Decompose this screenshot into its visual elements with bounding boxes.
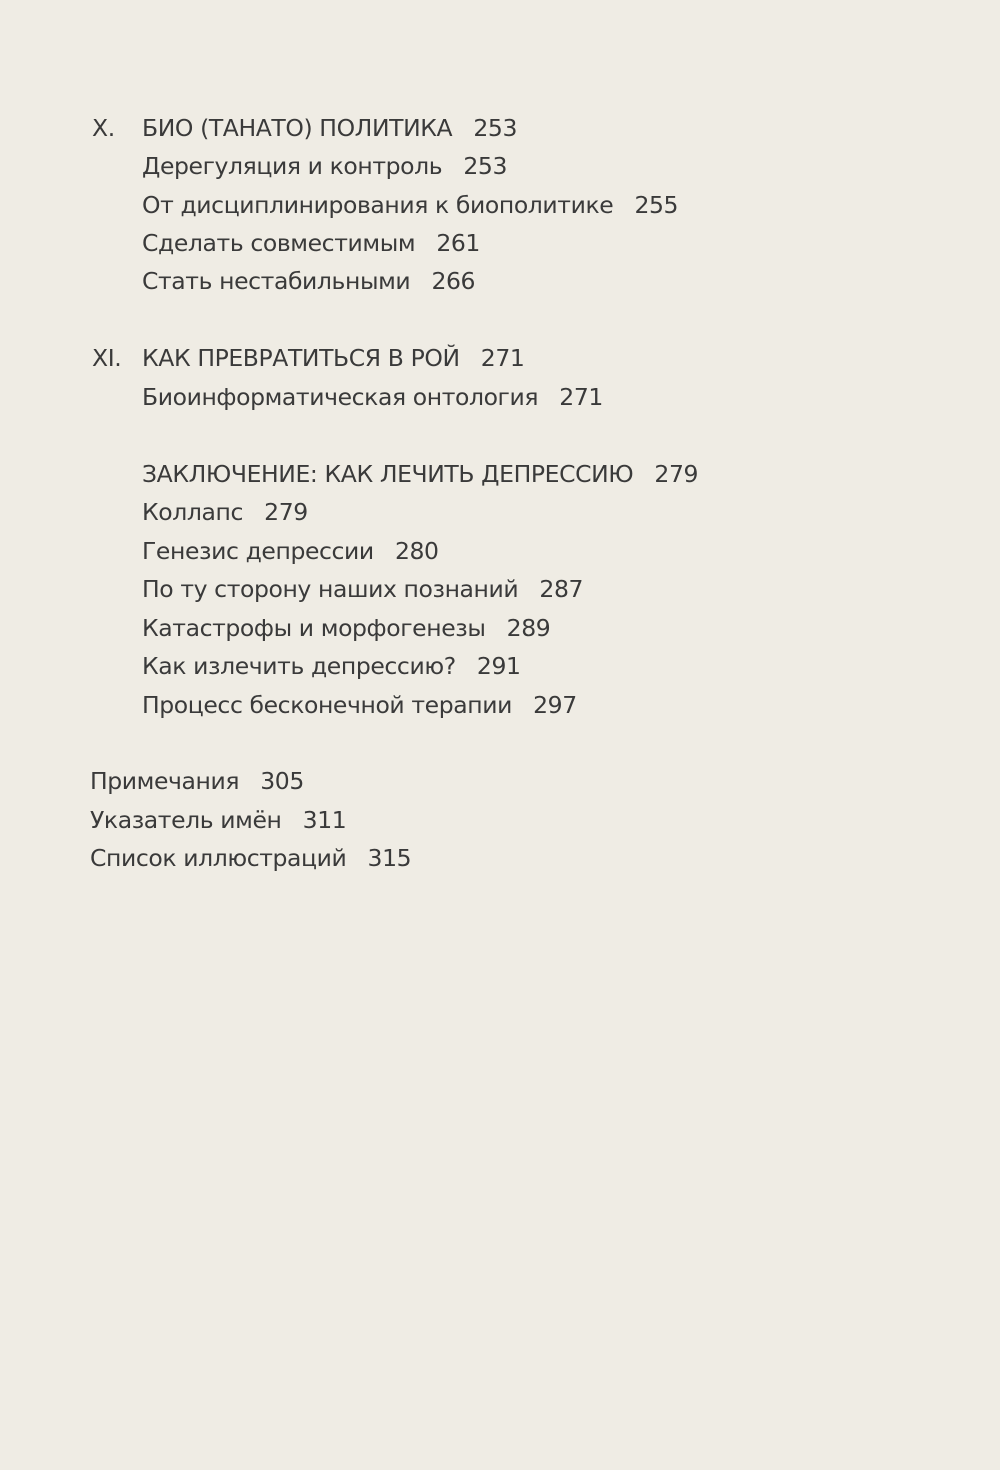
page-number: 311 (302, 806, 347, 834)
page-number: 279 (654, 460, 699, 488)
section-title: Как излечить депрессию? (142, 652, 456, 680)
back-matter-title: Примечания (90, 767, 240, 795)
page-number: 287 (539, 575, 584, 603)
section-title: Стать нестабильными (142, 267, 411, 295)
back-matter-title: Список иллюстраций (90, 844, 347, 872)
section-title: Генезис депрессии (142, 537, 374, 565)
page-number: 266 (431, 267, 476, 295)
page-number: 305 (260, 767, 304, 795)
page-number: 271 (559, 383, 603, 411)
page-number: 289 (506, 614, 551, 642)
chapter-numeral: XI. (92, 344, 122, 372)
page-number: 315 (367, 844, 412, 872)
page-number: 279 (264, 498, 308, 526)
page-number: 280 (394, 537, 439, 565)
page-number: 291 (476, 652, 521, 680)
chapter-title: БИО (ТАНАТО) ПОЛИТИКА (142, 114, 453, 142)
page-number: 255 (634, 191, 679, 219)
section-title: По ту сторону наших познаний (142, 575, 519, 603)
section-title: Катастрофы и морфогенезы (142, 614, 486, 642)
back-matter-title: Указатель имён (90, 806, 282, 834)
page-number: 253 (473, 114, 518, 142)
page-number: 297 (533, 691, 577, 719)
page-number: 253 (463, 152, 508, 180)
section-title: Сделать совместимым (142, 229, 416, 257)
section-title: От дисциплинирования к биополитике (142, 191, 614, 219)
page-number: 261 (436, 229, 480, 257)
section-title: Биоинформатическая онтология (142, 383, 539, 411)
page-number: 271 (480, 344, 525, 372)
section-title: Коллапс (142, 498, 243, 526)
section-title: Процесс бесконечной терапии (142, 691, 512, 719)
chapter-title: КАК ПРЕВРАТИТЬСЯ В РОЙ (142, 344, 460, 372)
section-title: Дерегуляция и контроль (142, 152, 443, 180)
chapter-numeral: X. (92, 114, 115, 142)
chapter-title: ЗАКЛЮЧЕНИЕ: КАК ЛЕЧИТЬ ДЕПРЕССИЮ (142, 460, 634, 488)
